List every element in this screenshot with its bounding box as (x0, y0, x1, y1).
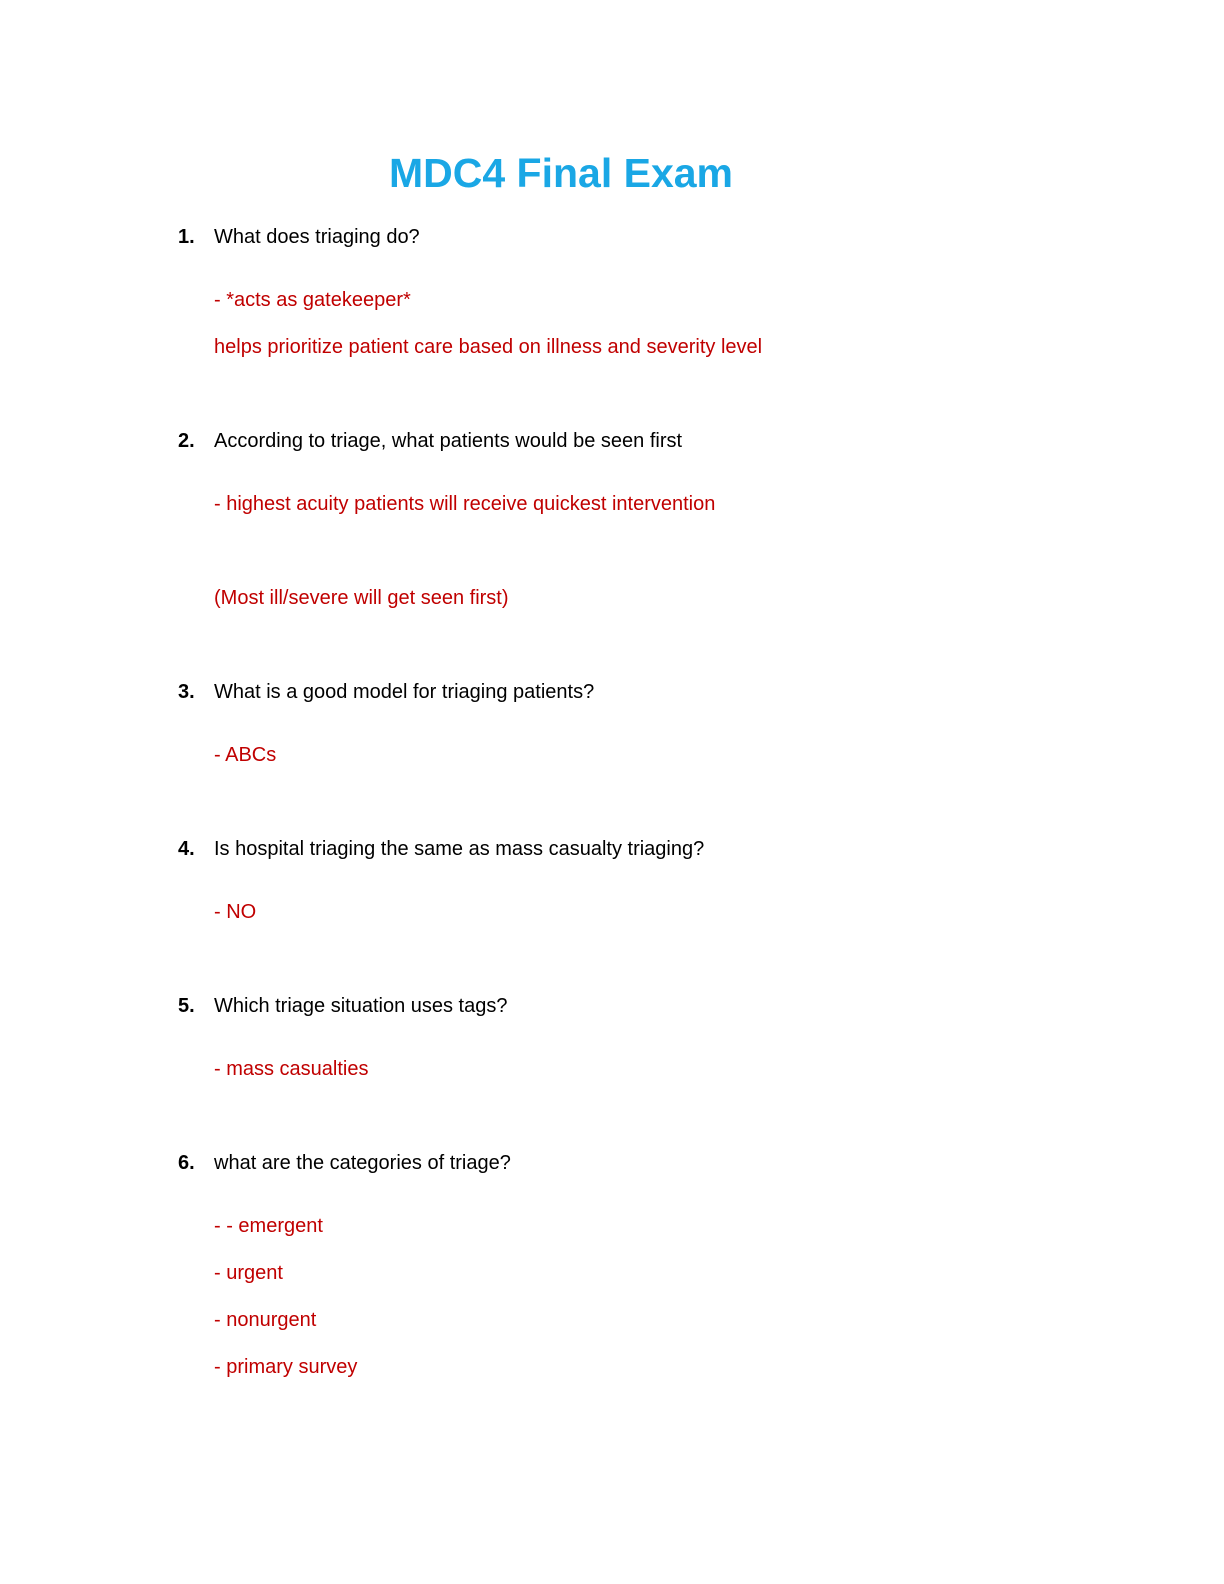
question-text: Which triage situation uses tags? (214, 995, 508, 1017)
answer-line: - mass casualties (214, 1058, 369, 1080)
question-text: what are the categories of triage? (214, 1152, 511, 1174)
answer-line: - NO (214, 901, 257, 923)
answer-line: - highest acuity patients will receive quickest intervention (214, 493, 716, 515)
answer-line: - primary survey (214, 1356, 358, 1378)
answer-line: - urgent (214, 1262, 283, 1284)
page-title: MDC4 Final Exam (388, 150, 734, 196)
question-number: 1. (178, 226, 195, 248)
answer-line: - - emergent (214, 1215, 323, 1237)
question-text: According to triage, what patients would be seen first (214, 430, 683, 452)
question-number: 4. (178, 838, 195, 860)
question-number: 6. (178, 1152, 195, 1174)
question-number: 5. (178, 995, 195, 1017)
answer-line: - ABCs (214, 744, 277, 766)
question-text: What is a good model for triaging patients? (214, 681, 595, 703)
question-text: What does triaging do? (214, 226, 420, 248)
answer-line: helps prioritize patient care based on illness and severity level (214, 336, 763, 358)
answer-line: - nonurgent (214, 1309, 317, 1331)
answer-line: - *acts as gatekeeper* (214, 289, 411, 311)
question-text: Is hospital triaging the same as mass casualty triaging? (214, 838, 705, 860)
question-number: 2. (178, 430, 195, 452)
question-number: 3. (178, 681, 195, 703)
answer-line: (Most ill/severe will get seen first) (214, 587, 509, 609)
